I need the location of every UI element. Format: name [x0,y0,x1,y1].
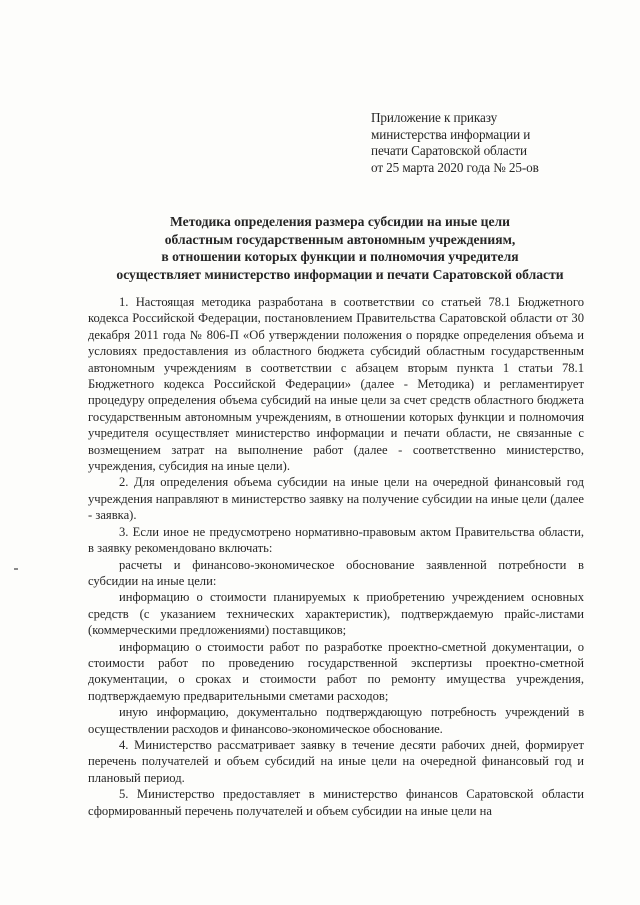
annex-block [371,110,601,176]
paragraph-5: 5. Министерство предоставляет в министерство финансов Саратовской области сформированный перечень получателей и объем субсидии на иные цели на [88,787,584,818]
title-line: осуществляет министерство информации и печати Саратовской области [116,266,564,282]
annex-line: печати Саратовской области [371,143,527,159]
paragraph-3-item-3: информацию о стоимости работ по разработке проектно-сметной документации, о стоимости работ по проведению государственной экспертизы проектно-сметной документации, о сроках и стоимости работ по ремонту имущества учреждения, подтверждаемую предварительными сметами расходов; [88,639,584,703]
paragraph-3-item-2: информацию о стоимости планируемых к приобретению учреждением основных средств (с указанием технических характеристик), подтверждаемую прайс-листами (коммерческими предложениями) поставщиков; [88,590,584,638]
paragraph-3-item-1: расчеты и финансово-экономическое обоснование заявленной потребности в субсидии на иные цели: [88,557,584,588]
paragraph-3: 3. Если иное не предусмотрено нормативно-правовым актом Правительства области, в заявку рекомендовано включать: [88,524,584,556]
paragraph-2: 2. Для определения объема субсидии на иные цели на очередной финансовый год учреждения направляют в министерство заявку на получение субсидии на иные цели (далее - заявка). [88,475,584,523]
title-line: Методика определения размера субсидии на иные цели [170,214,510,229]
annex-line: министерства информации и [371,126,531,142]
annex-line: от 25 марта 2020 года № 25-ов [371,159,539,175]
title-line: в отношении которых функции и полномочия учредителя [161,249,519,265]
document-title [70,213,610,283]
title-line: областным государственным автономным учреждениям, [164,231,516,247]
paragraph-1: 1. Настоящая методика разработана в соответствии со статьей 78.1 Бюджетного кодекса Российской Федерации, постановлением Правительства Саратовской области от 30 декабря 2011 года № 806-П «Об утверждении положения о порядке определения объема и условиях предоставления из областного бюджета субсидий областным государственным автономным учреждениям в соответствии с абзацем вторым пункта 1 статьи 78.1 Бюджетного кодекса Российской Федерации» (далее - Методика) и регламентирует процедуру определения объема субсидий на иные цели за счет средств областного бюджета государственным автономным учреждениям, в отношении которых функции и полномочия учредителя осуществляет министерство информации и печати области, не связанные с возмещением затрат на выполнение работ (далее - соответственно министерство, учреждения, субсидия на иные цели). [88,295,584,474]
annex-line: Приложение к приказу [371,110,498,125]
scan-speck [14,568,18,570]
document-body [88,294,584,819]
paragraph-4: 4. Министерство рассматривает заявку в течение десяти рабочих дней, формирует перечень получателей и объем субсидий на иные цели на очередной финансовый год и плановый период. [88,737,584,785]
paragraph-3-item-4: иную информацию, документально подтверждающую потребность учреждений в осуществлении расходов и финансово-экономическое обоснование. [88,705,584,736]
